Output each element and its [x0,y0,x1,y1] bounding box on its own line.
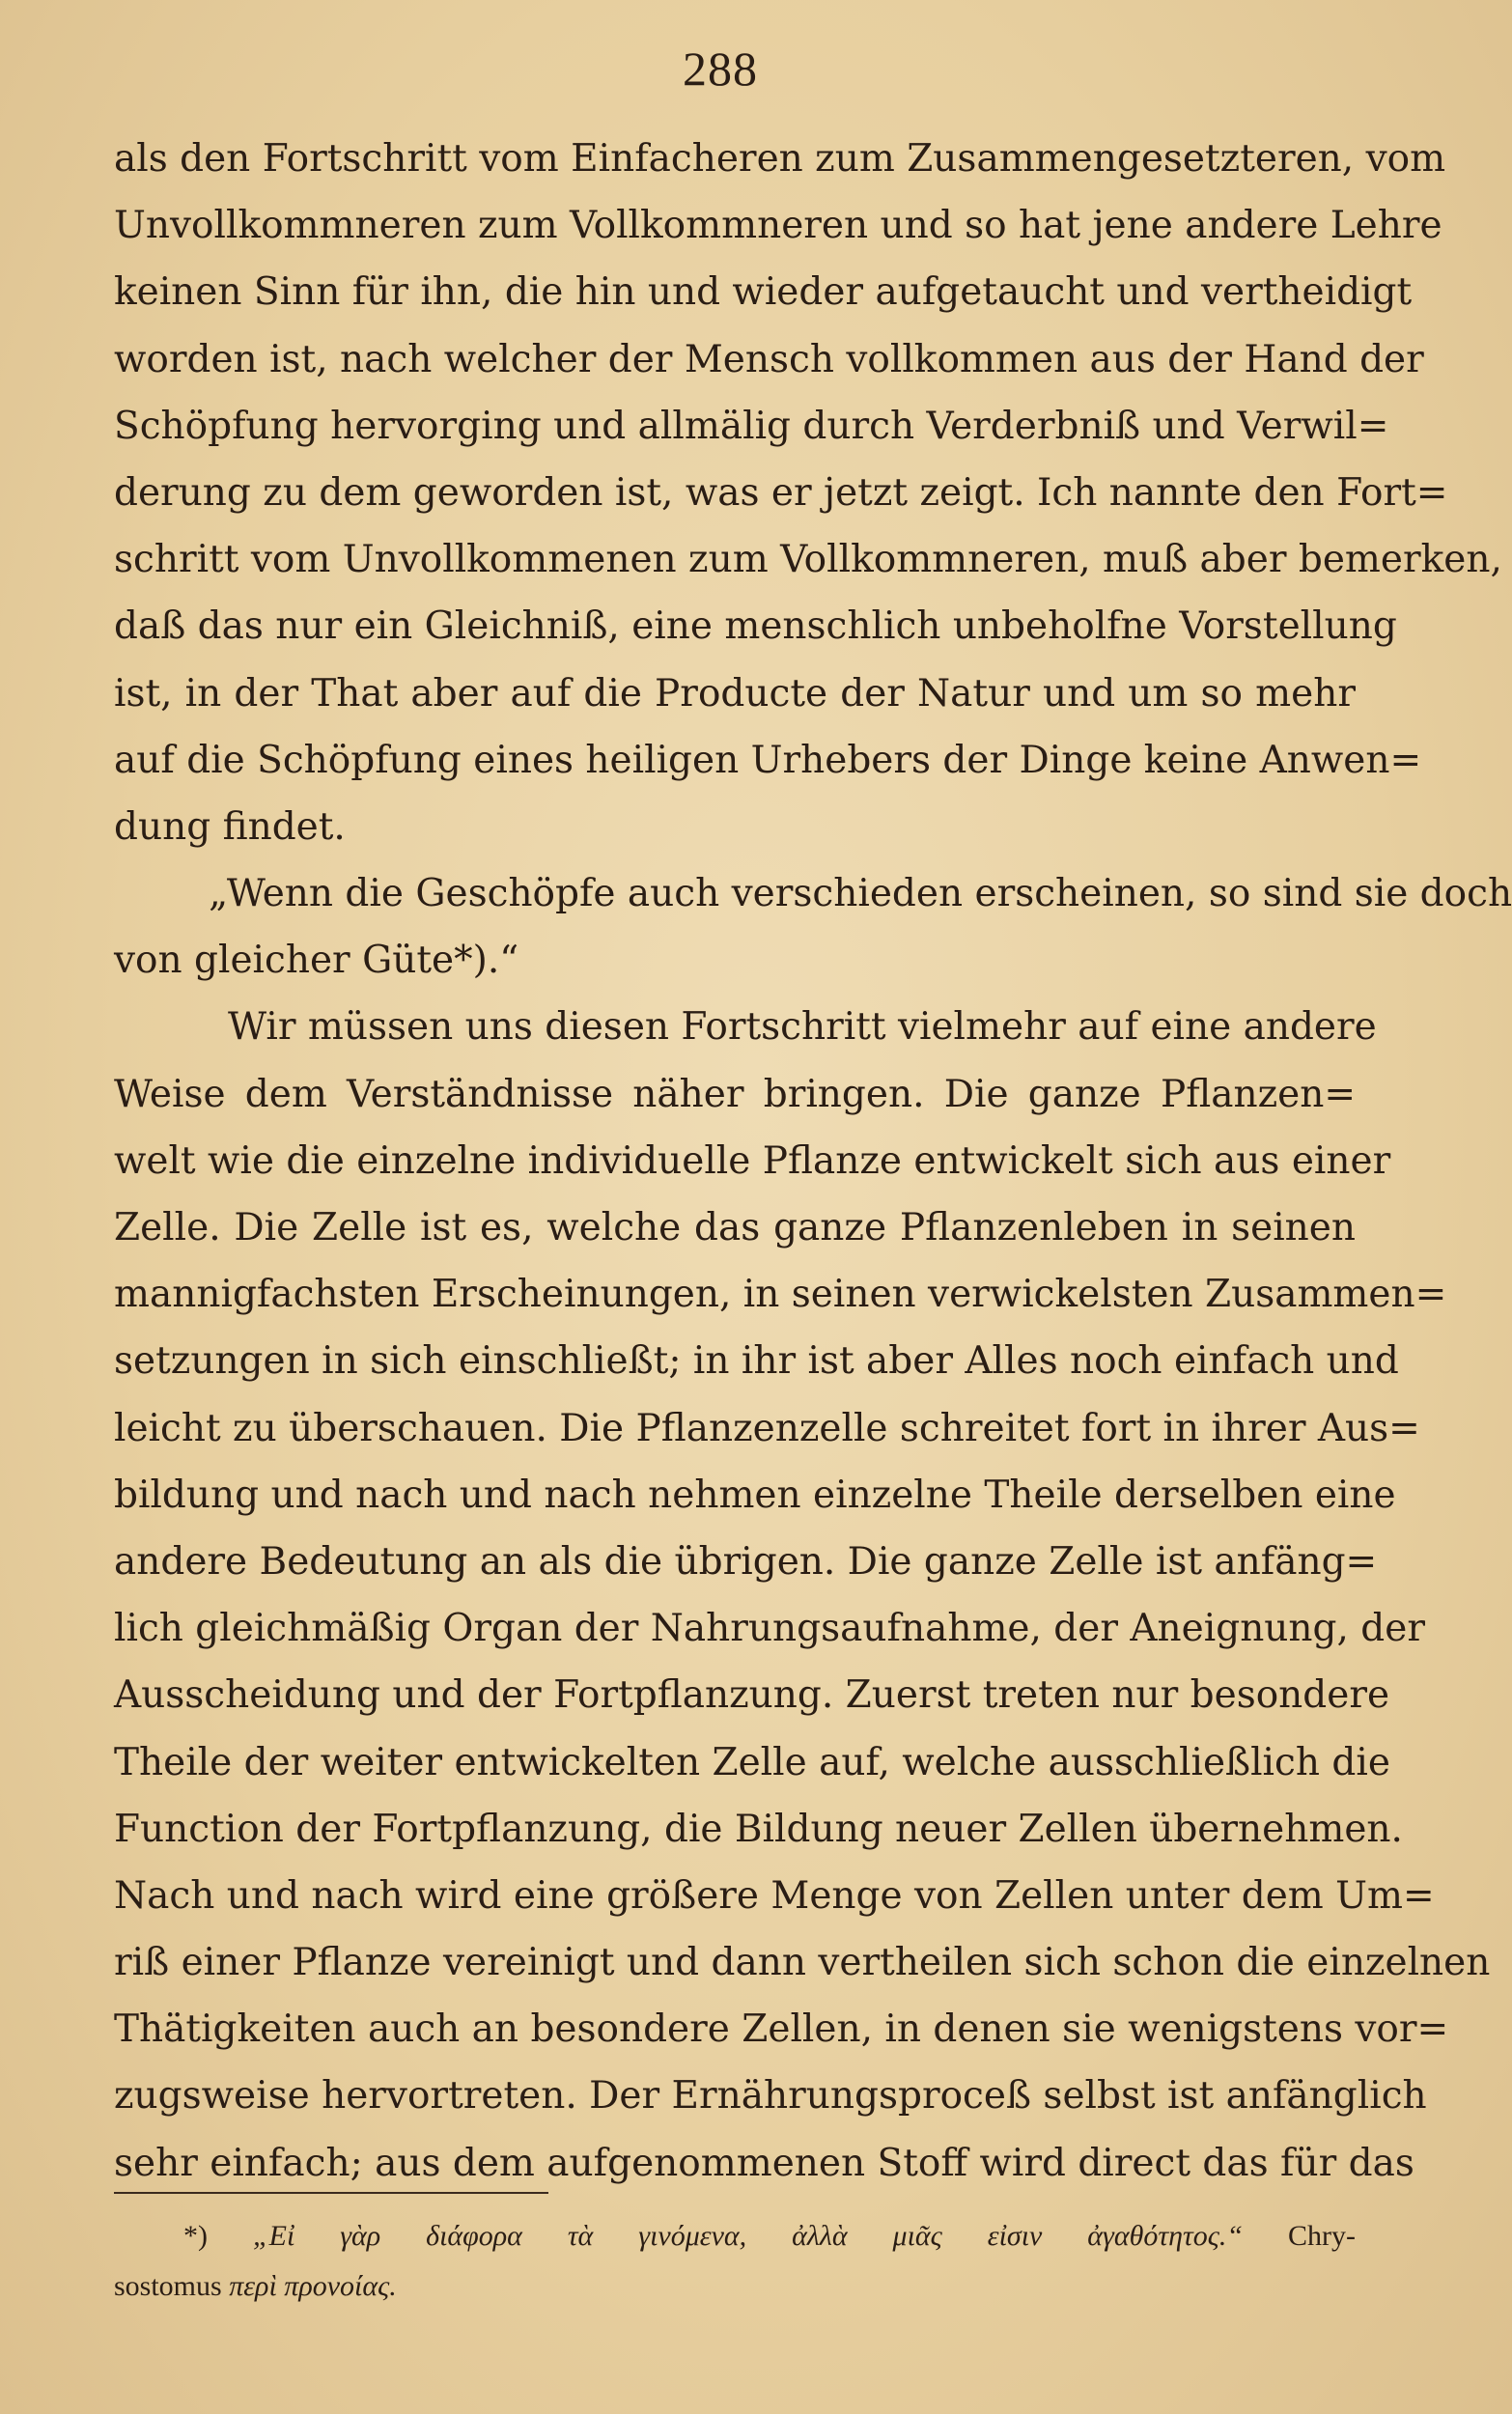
page-number: 288 [683,42,758,96]
footnote-greek-quote: „Εἰ γὰρ διάφορα τὰ γινόμενα, ἀλλὰ μιᾶς εἰσιν ἀγαθότητος.“ [252,2220,1244,2252]
text-line: auf die Schöpfung eines heiligen Urhebers der Dinge keine Anwen= [114,738,1422,782]
text-line: mannigfachsten Erscheinungen, in seinen verwickelsten Zusammen= [114,1273,1447,1317]
text-line: bildung und nach und nach nehmen einzelne Theile derselben eine [114,1473,1396,1517]
footnote [114,2211,1356,2312]
text-line: dung findet. [114,804,346,849]
footnote-divider [114,2192,548,2194]
text-line: derung zu dem geworden ist, was er jetzt zeigt. Ich nannte den Fort= [114,470,1448,515]
text-line: zugsweise hervortreten. Der Ernährungsproceß selbst ist anfänglich [114,2074,1427,2119]
text-line: Function der Fortpflanzung, die Bildung neuer Zellen übernehmen. [114,1807,1403,1851]
text-line: Zelle. Die Zelle ist es, welche das ganze Pflanzenleben in seinen [114,1206,1356,1249]
footnote-author: Chry- [1288,2220,1356,2252]
text-line: schritt vom Unvollkommenen zum Vollkommneren, muß aber bemerken, [114,538,1502,582]
footnote-greek-title: περὶ προνοίας. [229,2270,397,2302]
text-line: lich gleichmäßig Organ der Nahrungsaufnahme, der Aneignung, der [114,1607,1425,1651]
text-line: Theile der weiter entwickelten Zelle auf, welche ausschließlich die [114,1740,1390,1784]
footnote-line [114,2261,1356,2312]
text-line: Wir müssen uns diesen Fortschritt vielmehr auf eine andere [228,1005,1377,1050]
footnote-author-cont: sostomus [114,2270,222,2302]
text-line: worden ist, nach welcher der Mensch vollkommen aus der Hand der [114,337,1424,381]
text-line: setzungen in sich einschließt; in ihr ist aber Alles noch einfach und [114,1339,1399,1384]
text-line: welt wie die einzelne individuelle Pflanze entwickelt sich aus einer [114,1138,1391,1183]
text-line: als den Fortschritt vom Einfacheren zum Zusammengesetzteren, vom [114,137,1446,181]
body-text [114,126,1512,2197]
footnote-marker: *) [183,2220,208,2252]
text-line: Unvollkommneren zum Vollkommneren und so hat jene andere Lehre [114,204,1442,248]
footnote-line [114,2211,1356,2261]
text-line: daß das nur ein Gleichniß, eine menschlich unbeholfne Vorstellung [114,604,1397,649]
text-line: keinen Sinn für ihn, die hin und wieder aufgetaucht und vertheidigt [114,270,1413,315]
text-line: riß einer Pflanze vereinigt und dann vertheilen sich schon die einzelnen [114,1941,1491,1985]
quote-line: von gleicher Güte*).“ [114,939,519,983]
quote-line: „Wenn die Geschöpfe auch verschieden erscheinen, so sind sie doch [209,872,1512,916]
text-line: Weise dem Verständnisse näher bringen. Die ganze Pflanzen= [114,1072,1356,1116]
text-line: Ausscheidung und der Fortpflanzung. Zuerst treten nur besondere [114,1673,1390,1718]
text-line: Thätigkeiten auch an besondere Zellen, in denen sie wenigstens vor= [114,2007,1449,2052]
text-line: andere Bedeutung an als die übrigen. Die ganze Zelle ist anfäng= [114,1539,1378,1584]
text-line: ist, in der That aber auf die Producte der Natur und um so mehr [114,671,1356,716]
text-line: leicht zu überschauen. Die Pflanzenzelle schreitet fort in ihrer Aus= [114,1406,1420,1450]
text-line: Nach und nach wird eine größere Menge von Zellen unter dem Um= [114,1873,1435,1918]
text-line: Schöpfung hervorging und allmälig durch Verderbniß und Verwil= [114,404,1389,448]
text-line: sehr einfach; aus dem aufgenommenen Stoff wird direct das für das [114,2141,1414,2185]
